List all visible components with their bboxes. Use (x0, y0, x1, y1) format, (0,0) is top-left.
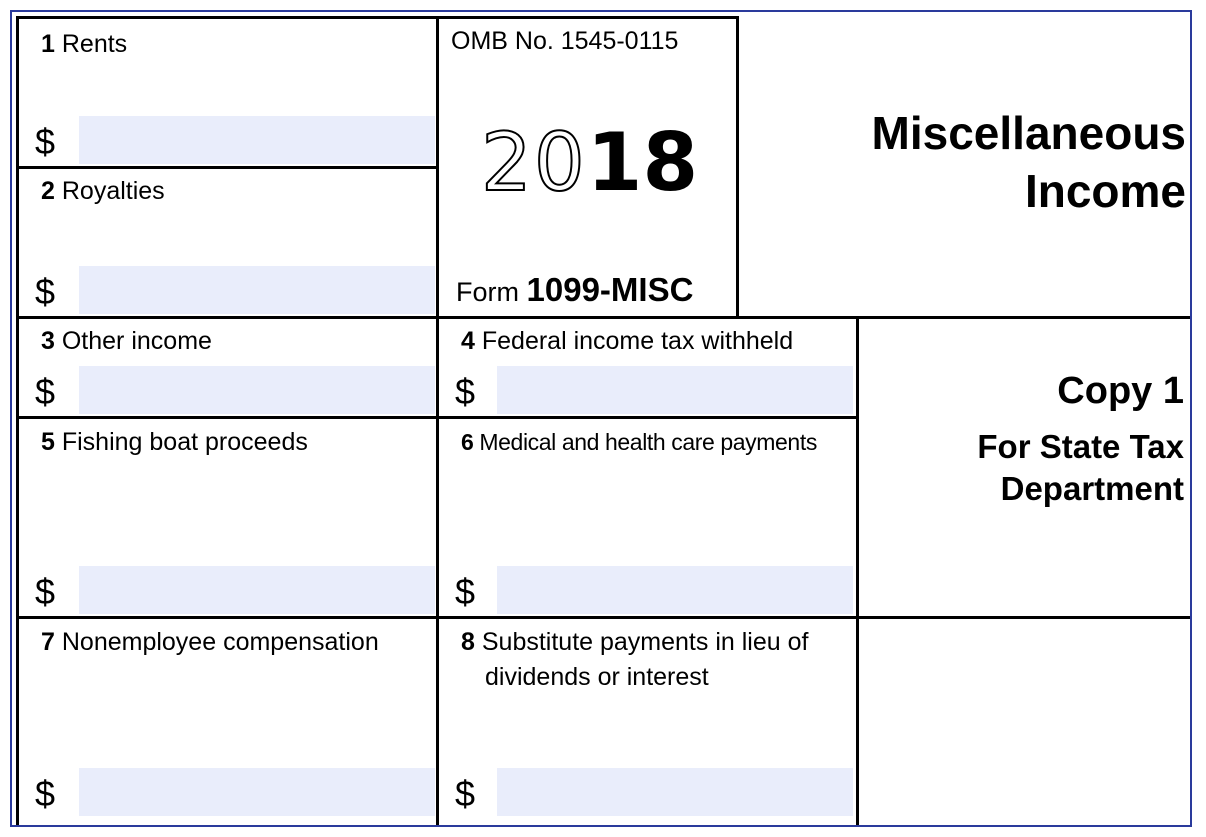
box-1-label (41, 27, 127, 61)
box-1-rents (19, 19, 436, 166)
copy-line2: Department (1000, 470, 1184, 507)
box-1-number: 1 (41, 30, 55, 58)
box-6-dollar-sign: $ (455, 571, 476, 612)
box-7-label (41, 625, 379, 659)
box-5-fishing-boat-proceeds (19, 419, 436, 616)
box-2-number: 2 (41, 177, 55, 205)
box-8-number: 8 (461, 628, 475, 656)
box-4-amount-input[interactable] (497, 366, 853, 414)
box-3-text: Other income (61, 327, 212, 355)
box-5-number: 5 (41, 428, 55, 456)
box-1-amount-input[interactable] (79, 116, 435, 164)
box-3-dollar-sign: $ (35, 371, 56, 412)
form-label: Form (456, 277, 519, 307)
box-4-label (461, 324, 793, 358)
box-6-medical-payments (439, 419, 856, 616)
form-name (456, 271, 693, 309)
box-5-amount-input[interactable] (79, 566, 435, 614)
box-7-text: Nonemployee compensation (61, 628, 379, 656)
box-3-other-income (19, 319, 436, 416)
box-7-dollar-sign: $ (35, 773, 56, 814)
omb-number: OMB No. 1545-0115 (451, 27, 679, 55)
box-1-text: Rents (61, 30, 128, 58)
box-2-label (41, 174, 165, 208)
form-id-box (439, 19, 736, 316)
copy-designation (977, 368, 1184, 510)
copy-line1: For State Tax (977, 428, 1184, 465)
box-8-dollar-sign: $ (455, 773, 476, 814)
box-8-label (461, 625, 808, 659)
box-2-royalties (19, 169, 436, 316)
form-title-line1: Miscellaneous (871, 107, 1186, 159)
box-2-text: Royalties (61, 177, 165, 205)
box-5-label (41, 425, 308, 459)
box-1-dollar-sign: $ (35, 121, 56, 162)
box-8-amount-input[interactable] (497, 768, 853, 816)
box-4-dollar-sign: $ (455, 371, 476, 412)
box-7-nonemployee-compensation (19, 619, 436, 827)
divider-year-box (736, 16, 739, 316)
box-7-number: 7 (41, 628, 55, 656)
box-5-dollar-sign: $ (35, 571, 56, 612)
form-number: 1099-MISC (526, 271, 694, 308)
form-title-line2: Income (1024, 165, 1186, 217)
box-8-substitute-payments (439, 619, 856, 827)
tax-year-prefix: 20 (481, 116, 587, 209)
box-8-text-line2: dividends or interest (485, 663, 709, 691)
box-3-label (41, 324, 212, 358)
box-4-text: Federal income tax withheld (481, 327, 794, 355)
box-5-text: Fishing boat proceeds (61, 428, 308, 456)
form-1099-misc (10, 10, 1192, 827)
box-4-federal-tax-withheld (439, 319, 856, 416)
box-6-number: 6 (461, 429, 474, 455)
box-2-dollar-sign: $ (35, 271, 56, 312)
box-3-number: 3 (41, 327, 55, 355)
box-4-number: 4 (461, 327, 475, 355)
box-3-amount-input[interactable] (79, 366, 435, 414)
tax-year-suffix: 18 (586, 116, 699, 209)
box-6-amount-input[interactable] (497, 566, 853, 614)
tax-year (481, 116, 699, 209)
form-title (872, 104, 1186, 220)
box-6-label (461, 425, 817, 459)
box-7-amount-input[interactable] (79, 768, 435, 816)
box-2-amount-input[interactable] (79, 266, 435, 314)
divider-col2 (856, 316, 859, 826)
copy-heading: Copy 1 (1057, 370, 1184, 412)
box-6-text: Medical and health care payments (479, 429, 817, 455)
box-8-text: Substitute payments in lieu of (481, 628, 809, 656)
